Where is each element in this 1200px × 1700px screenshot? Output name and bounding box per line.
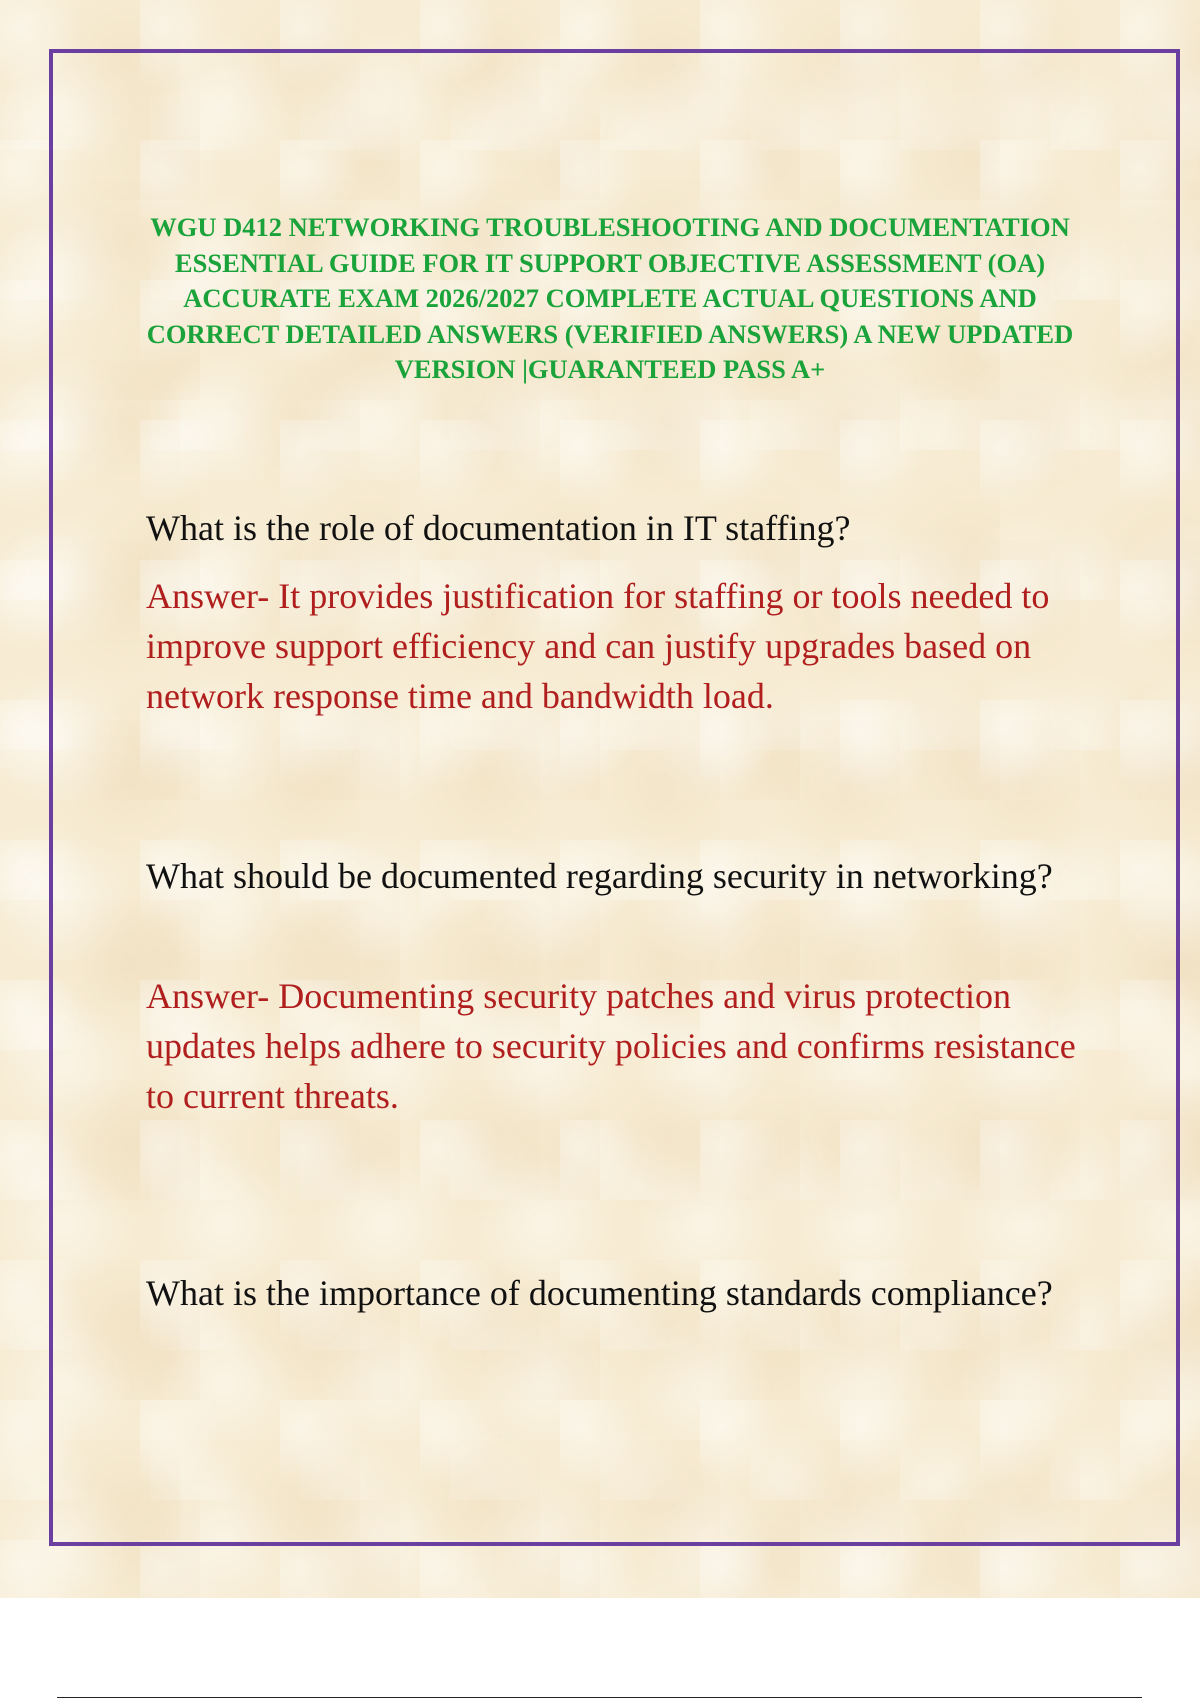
footer-divider: [57, 1697, 1142, 1698]
question-1: What is the role of documentation in IT staffing?: [146, 508, 851, 548]
document-title: WGU D412 NETWORKING TROUBLESHOOTING AND DOCUMENTATION ESSENTIAL GUIDE FOR IT SUPPORT OBJECTIVE ASSESSMENT (OA) ACCURATE EXAM 2026/2027 COMPLETE ACTUAL QUESTIONS AND CORRECT DETAILED ANSWERS (VERIFIED ANSWERS) A NEW UPDATED VERSION |GUARANTEED PASS A+: [146, 212, 1074, 384]
answer-1: Answer- It provides justification for staffing or tools needed to improve support efficiency and can justify upgrades based on network response time and bandwidth load.: [146, 576, 1050, 716]
question-2: What should be documented regarding security in networking?: [146, 856, 1053, 896]
answer-2: Answer- Documenting security patches and virus protection updates helps adhere to security policies and confirms resistance to current threats.: [146, 976, 1076, 1116]
question-3: What is the importance of documenting standards compliance?: [146, 1273, 1053, 1313]
